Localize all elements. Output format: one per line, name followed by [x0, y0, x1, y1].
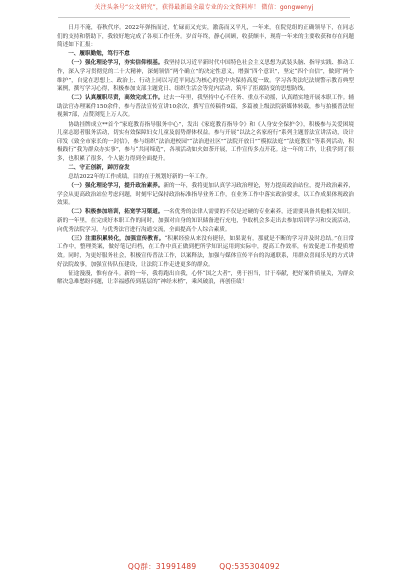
body-paragraph: 征途漫漫，惟有奋斗。新的一年，我将跑出自我，心怀“国之大者”，勇于担当，甘于奉献，把好案件质量关，为群众解决急难愁盼问题，让幸福感传到基层的“神经末梢”，乘风破浪，再创佳绩！ — [57, 270, 354, 286]
qq-group-text: QQ群：31991489 — [127, 562, 197, 571]
subsection-paragraph — [57, 235, 354, 269]
section-heading: 一、履职勤勉，笃行不怠 — [68, 51, 130, 58]
banner-divider — [58, 17, 350, 18]
body-paragraph: 协助挂牌成立**首个“家庭教育指导服务中心”，发出《家庭教育指导令》和《人身安全保护令》，积极参与关爱困境儿童志愿者服务活动，切实有效保障妇女儿童及弱势群体权益。参与开展“以法之名家府行”系列主题普法宣讲活动，设计印发《致全市家长的一封信》，参与组织“法治进校园”“法治进社区”“法院开放日”“模拟法庭”“法庭教室”等系列活动，积极践行“我为群众办实事”，参与“共同缔造”，各项活动如火如荼开展，工作宣传多点开花。这一年的工作，让我学到了很多，也积累了很多，个人能力得到全面提升。 — [57, 121, 354, 162]
subsection-text: 一名优秀的法律人需要的不仅是过硬的专业素养，还需要具备其他相关知识。新的一年里，在完成好本职工作的同时，加强对自身的知识储备进行充电，争取机会多走出去参加培训学习和交流活动，向优秀法院学习，与优秀法官进行沟通交流，全面提高个人综合素质。 — [57, 209, 354, 233]
body-paragraph: 总结2022年的工作成绩，目的在于规划好新的一年工作。 — [68, 174, 212, 181]
subsection-label: （一）强化理论学习，提升政治素养。 — [68, 183, 164, 190]
subsection-text: “积累经验从来没有捷径，如果说有，那就是不断的学习并及时总结。”在日常工作中，整理类案，做好笔记归档，在工作中真正做到把所学知识运用到实际中，提高工作效率，有效促进工作提质增效。同时，为更好服务社会，积极宣传普法工作，以案释法，加强与媒体宣传平台的沟通联系，用群众喜闻乐见的方式讲好法院故事，加强宣传队伍建设，让法院工作走进更多的群众。 — [57, 235, 354, 268]
document-body — [57, 24, 354, 287]
subsection-paragraph — [57, 94, 354, 120]
promo-banner: 关注头条号“公文研究”，获得最新最全最专业的公文资料库！ 微信：gongwenyj — [94, 4, 314, 11]
subsection-paragraph — [57, 59, 354, 93]
subsection-text: 我坚持以习近平新时代中国特色社会主义思想为武装头脑、指导实践、推动工作，深入学习贯彻党的二十大精神，深刻领悟“两个确立”的决定性意义，增强“四个意识”，坚定“四个自信”，做到“两个维护”，自觉在思想上、政治上、行动上同以习近平同志为核心的党中央保持高度一致。学习各类法纪法规警示教育典型案例，撰写学习心得，积极参加支部主题党日、组织生活会等党内活动，筑牢了拒腐防变的思想防线。 — [57, 60, 354, 93]
subsection-label: （二）认真履职尽责，高效完成工作。 — [68, 95, 164, 102]
section-heading: 二、守正创新，踔厉奋发 — [68, 165, 130, 171]
body-paragraph: 日月不淹，春秋代序。2022年弹指而过，忙碌而又充实，激荡而又平凡，一年来，在院党组的正确领导下，在同志们的支持和帮助下，我较好地完成了各项工作任务。岁首年终，静心回顾，收获颇丰，现将一年来的主要收获和存在问题简述如下汇报： — [57, 25, 354, 49]
qq-text: QQ:535304092 — [219, 562, 281, 571]
subsection-label: （三）注重积累转化，加强宣传教育。 — [68, 235, 165, 242]
subsection-paragraph — [57, 208, 354, 234]
subsection-paragraph — [57, 182, 354, 208]
subsection-label: （一）强化理论学习，夯实信仰根基。 — [68, 60, 164, 67]
subsection-text: 新的一年，我将更加认真学习政治理论，努力提高政治站位，提升政治素养，学会从更高政治站位考虑问题，时刻牢记保持政治标准指导业务工作，在业务工作中落实政治要求，以工作成果体现政治效果。 — [57, 183, 354, 207]
subsection-text: 过去一年里，我坚持中心不任务、重点不动摇，认真踏实地开展本职工作。辅助法官办理案件150余件，参与普法宣传宣讲10余次，撰写宣传稿件9篇，多篇被上级法院新媒体转载，参与拍摄普法短视频7部，点赞浏览上万人次。 — [57, 95, 354, 119]
contact-footer — [0, 561, 408, 572]
subsection-label: （二）积极参加培训，拓宽学习渠道。 — [68, 209, 164, 216]
